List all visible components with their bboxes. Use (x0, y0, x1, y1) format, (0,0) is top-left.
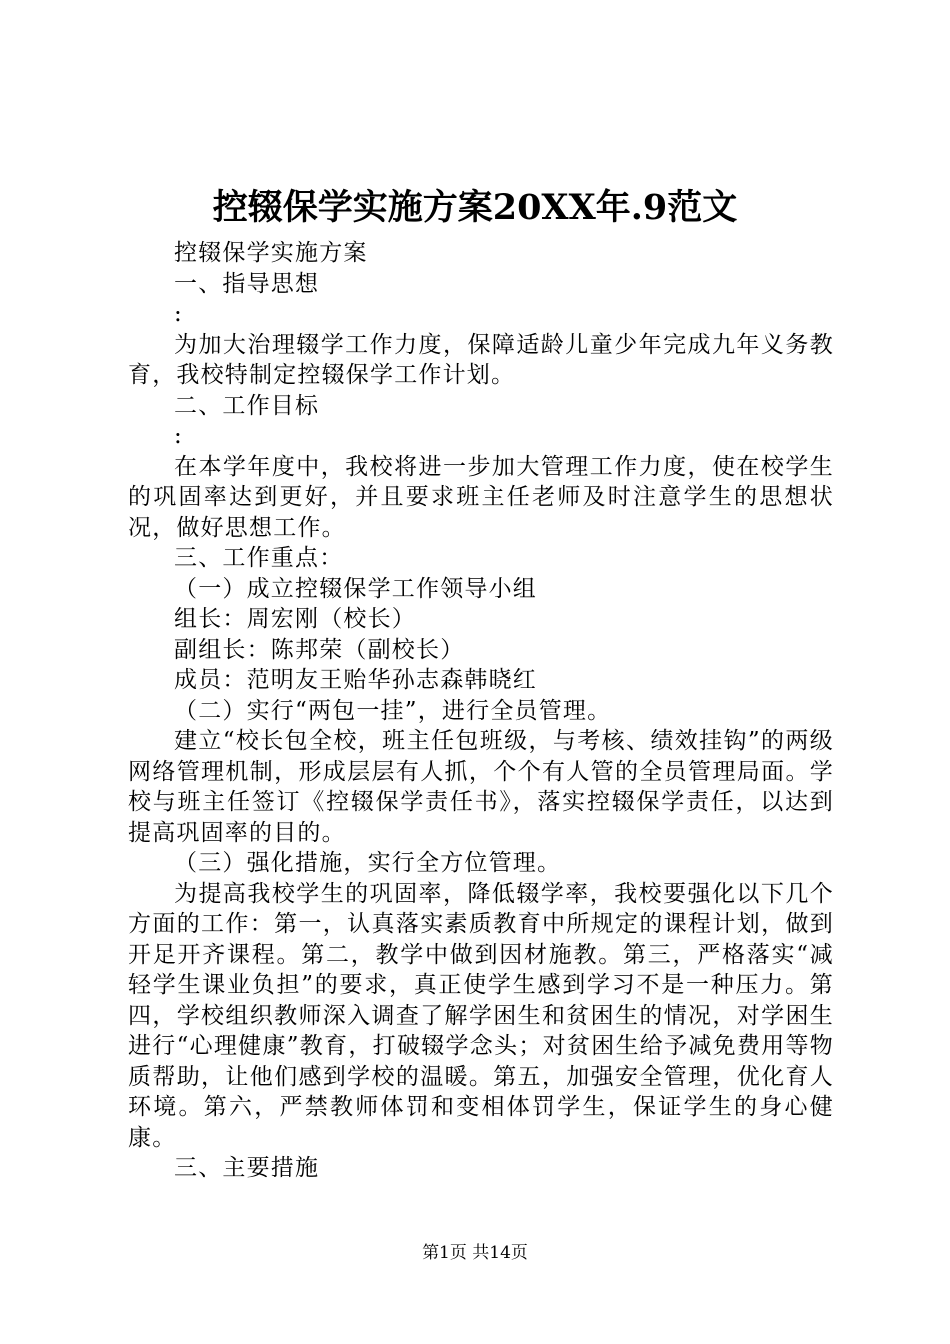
subsection-heading: （二）实行“两包一挂”，进行全员管理。 (174, 697, 612, 724)
paragraph: 控辍保学实施方案 (174, 240, 368, 266)
section-heading: 三、工作重点： (174, 545, 344, 571)
subsection-heading: （三）强化措施，实行全方位管理。 (174, 850, 562, 876)
paragraph: : (174, 423, 183, 449)
paragraph: 建立“校长包全校，班主任包班级，与考核、绩效挂钩”的两级网络管理机制，形成层层有人抓，个个有人管的全员管理局面。学校与班主任签订《控辍保学责任书》，落实控辍保学责任，以达到提高巩固率的目的。 (128, 728, 834, 846)
document-body (128, 238, 834, 1184)
paragraph: 为加大治理辍学工作力度，保障适龄儿童少年完成九年义务教育，我校特制定控辍保学工作计划。 (128, 331, 834, 388)
document-title: 控辍保学实施方案20XX年.9范文 (212, 187, 738, 228)
paragraph: 在本学年度中，我校将进一步加大管理工作力度，使在校学生的巩固率达到更好，并且要求班主任老师及时注意学生的思想状况，做好思想工作。 (128, 453, 834, 541)
section-heading: 一、指导思想 (174, 270, 320, 297)
paragraph: : (174, 301, 183, 327)
section-heading: 三、主要措施 (174, 1155, 320, 1181)
paragraph: 成员：范明友王贻华孙志森韩晓红 (174, 667, 537, 693)
paragraph: 组长：周宏刚（校长） (174, 606, 416, 632)
paragraph: 为提高我校学生的巩固率，降低辍学率，我校要强化以下几个方面的工作：第一，认真落实素质教育中所规定的课程计划，做到开足开齐课程。第二，教学中做到因材施教。第三，严格落实“减轻学生课业负担”的要求，真正使学生感到学习不是一种压力。第四，学校组织教师深入调查了解学困生和贫困生的情况，对学困生进行“心理健康”教育，打破辍学念头；对贫困生给予减免费用等物质帮助，让他们感到学校的温暖。第五，加强安全管理，优化育人环境。第六，严禁教师体罚和变相体罚学生，保证学生的身心健康。 (128, 880, 834, 1151)
section-heading: 二、工作目标 (174, 392, 320, 419)
paragraph: 副组长：陈邦荣（副校长） (174, 636, 465, 663)
page-footer: 第1页 共14页 (422, 1243, 528, 1263)
subsection-heading: （一）成立控辍保学工作领导小组 (174, 575, 537, 602)
